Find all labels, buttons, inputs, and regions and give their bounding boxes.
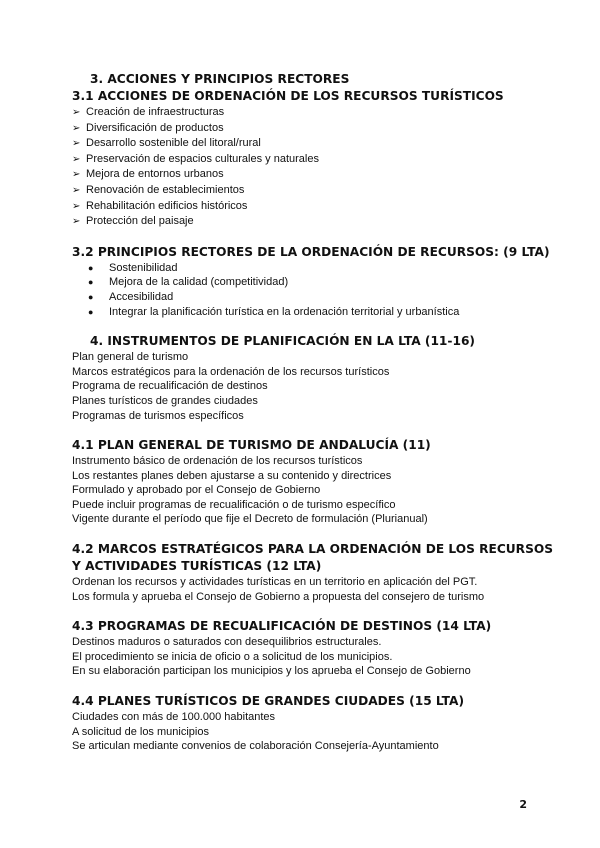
document-page — [72, 70, 553, 754]
arrow-bullet-icon: ➢ — [72, 184, 81, 196]
bullet-dot-icon: ● — [88, 291, 94, 302]
text-line: El procedimiento se inicia de oficio o a solicitud de los municipios. — [72, 650, 393, 663]
arrow-bullet-icon: ➢ — [72, 216, 81, 228]
list-item: ➢ Renovación de establecimientos — [72, 183, 532, 199]
text-line: Formulado y aprobado por el Consejo de Gobierno — [72, 484, 321, 497]
actions-list — [72, 105, 532, 230]
section-4-3-heading: 4.3 PROGRAMAS DE RECUALIFICACIÓN DE DESTINOS (14 LTA) — [72, 619, 492, 634]
section-3-2-heading: 3.2 PRINCIPIOS RECTORES DE LA ORDENACIÓN DE RECURSOS: (9 LTA) — [72, 244, 550, 259]
section-3-heading: 3. ACCIONES Y PRINCIPIOS RECTORES — [90, 72, 350, 86]
text-line: Plan general de turismo — [72, 351, 189, 364]
list-item: ● Sostenibilidad — [88, 261, 178, 274]
text-line: A solicitud de los municipios — [72, 725, 209, 738]
arrow-bullet-icon: ➢ — [72, 107, 81, 118]
text-line: Los restantes planes deben ajustarse a su contenido y directrices — [72, 469, 392, 482]
list-item: ➢ Desarrollo sostenible del litoral/rural — [72, 136, 532, 152]
list-item: ● Accesibilidad — [88, 290, 174, 303]
text-line: En su elaboración participan los municipios y los aprueba el Consejo de Gobierno — [72, 665, 471, 678]
list-item: ➢ Creación de infraestructuras — [72, 105, 532, 121]
list-item: ➢ Diversificación de productos — [72, 121, 532, 137]
list-item: ● Mejora de la calidad (competitividad) — [88, 276, 289, 289]
list-item: ➢ Protección del paisaje — [72, 214, 532, 230]
text-line: Instrumento básico de ordenación de los recursos turísticos — [72, 455, 363, 468]
instruments-text — [72, 350, 532, 423]
arrow-bullet-icon: ➢ — [72, 122, 81, 134]
section-4-4-heading: 4.4 PLANES TURÍSTICOS DE GRANDES CIUDADES (15 LTA) — [72, 694, 465, 709]
bullet-dot-icon: ● — [88, 262, 94, 273]
text-line: Ordenan los recursos y actividades turísticas en un territorio en aplicación del PGT. — [72, 576, 478, 589]
section-4-2-heading-continued: Y ACTIVIDADES TURÍSTICAS (12 LTA) — [72, 559, 322, 574]
list-item: ➢ Preservación de espacios culturales y naturales — [72, 152, 532, 168]
arrow-bullet-icon: ➢ — [72, 200, 81, 212]
section-4-heading: 4. INSTRUMENTOS DE PLANIFICACIÓN EN LA LTA (11-16) — [90, 334, 475, 349]
list-item: ● Integrar la planificación turística en la ordenación territorial y urbanística — [88, 305, 460, 318]
text-line: Ciudades con más de 100.000 habitantes — [72, 711, 276, 724]
section-4-1-heading: 4.1 PLAN GENERAL DE TURISMO DE ANDALUCÍA (11) — [72, 438, 431, 453]
arrow-bullet-icon: ➢ — [72, 169, 81, 181]
section-4-2-text — [72, 575, 532, 604]
text-line: Destinos maduros o saturados con desequilibrios estructurales. — [72, 636, 382, 649]
text-line: Puede incluir programas de recualificación o de turismo específico — [72, 498, 396, 511]
list-item: ➢ Mejora de entornos urbanos — [72, 167, 532, 183]
text-line: Planes turísticos de grandes ciudades — [72, 394, 258, 407]
text-line: Se articulan mediante convenios de colaboración Consejería-Ayuntamiento — [72, 740, 439, 753]
section-4-4-text — [72, 710, 532, 754]
text-line: Programa de recualificación de destinos — [72, 380, 268, 393]
list-item: ➢ Rehabilitación edificios históricos — [72, 199, 532, 215]
page-number: 2 — [519, 798, 527, 811]
bullet-dot-icon: ● — [88, 306, 94, 317]
section-3-1-heading: 3.1 ACCIONES DE ORDENACIÓN DE LOS RECURSOS TURÍSTICOS — [72, 89, 504, 103]
section-4-1-text — [72, 454, 532, 527]
text-line: Marcos estratégicos para la ordenación de los recursos turísticos — [72, 365, 390, 378]
text-line: Programas de turismos específicos — [72, 409, 244, 422]
bullet-dot-icon: ● — [88, 277, 94, 288]
section-4-2-heading: 4.2 MARCOS ESTRATÉGICOS PARA LA ORDENACIÓN DE LOS RECURSOS — [72, 542, 553, 557]
section-4-3-text — [72, 635, 532, 679]
arrow-bullet-icon: ➢ — [72, 138, 81, 150]
text-line: Vigente durante el período que fije el Decreto de formulación (Plurianual) — [72, 513, 428, 526]
arrow-bullet-icon: ➢ — [72, 153, 81, 165]
text-line: Los formula y aprueba el Consejo de Gobierno a propuesta del consejero de turismo — [72, 590, 485, 603]
principles-list — [72, 261, 532, 319]
